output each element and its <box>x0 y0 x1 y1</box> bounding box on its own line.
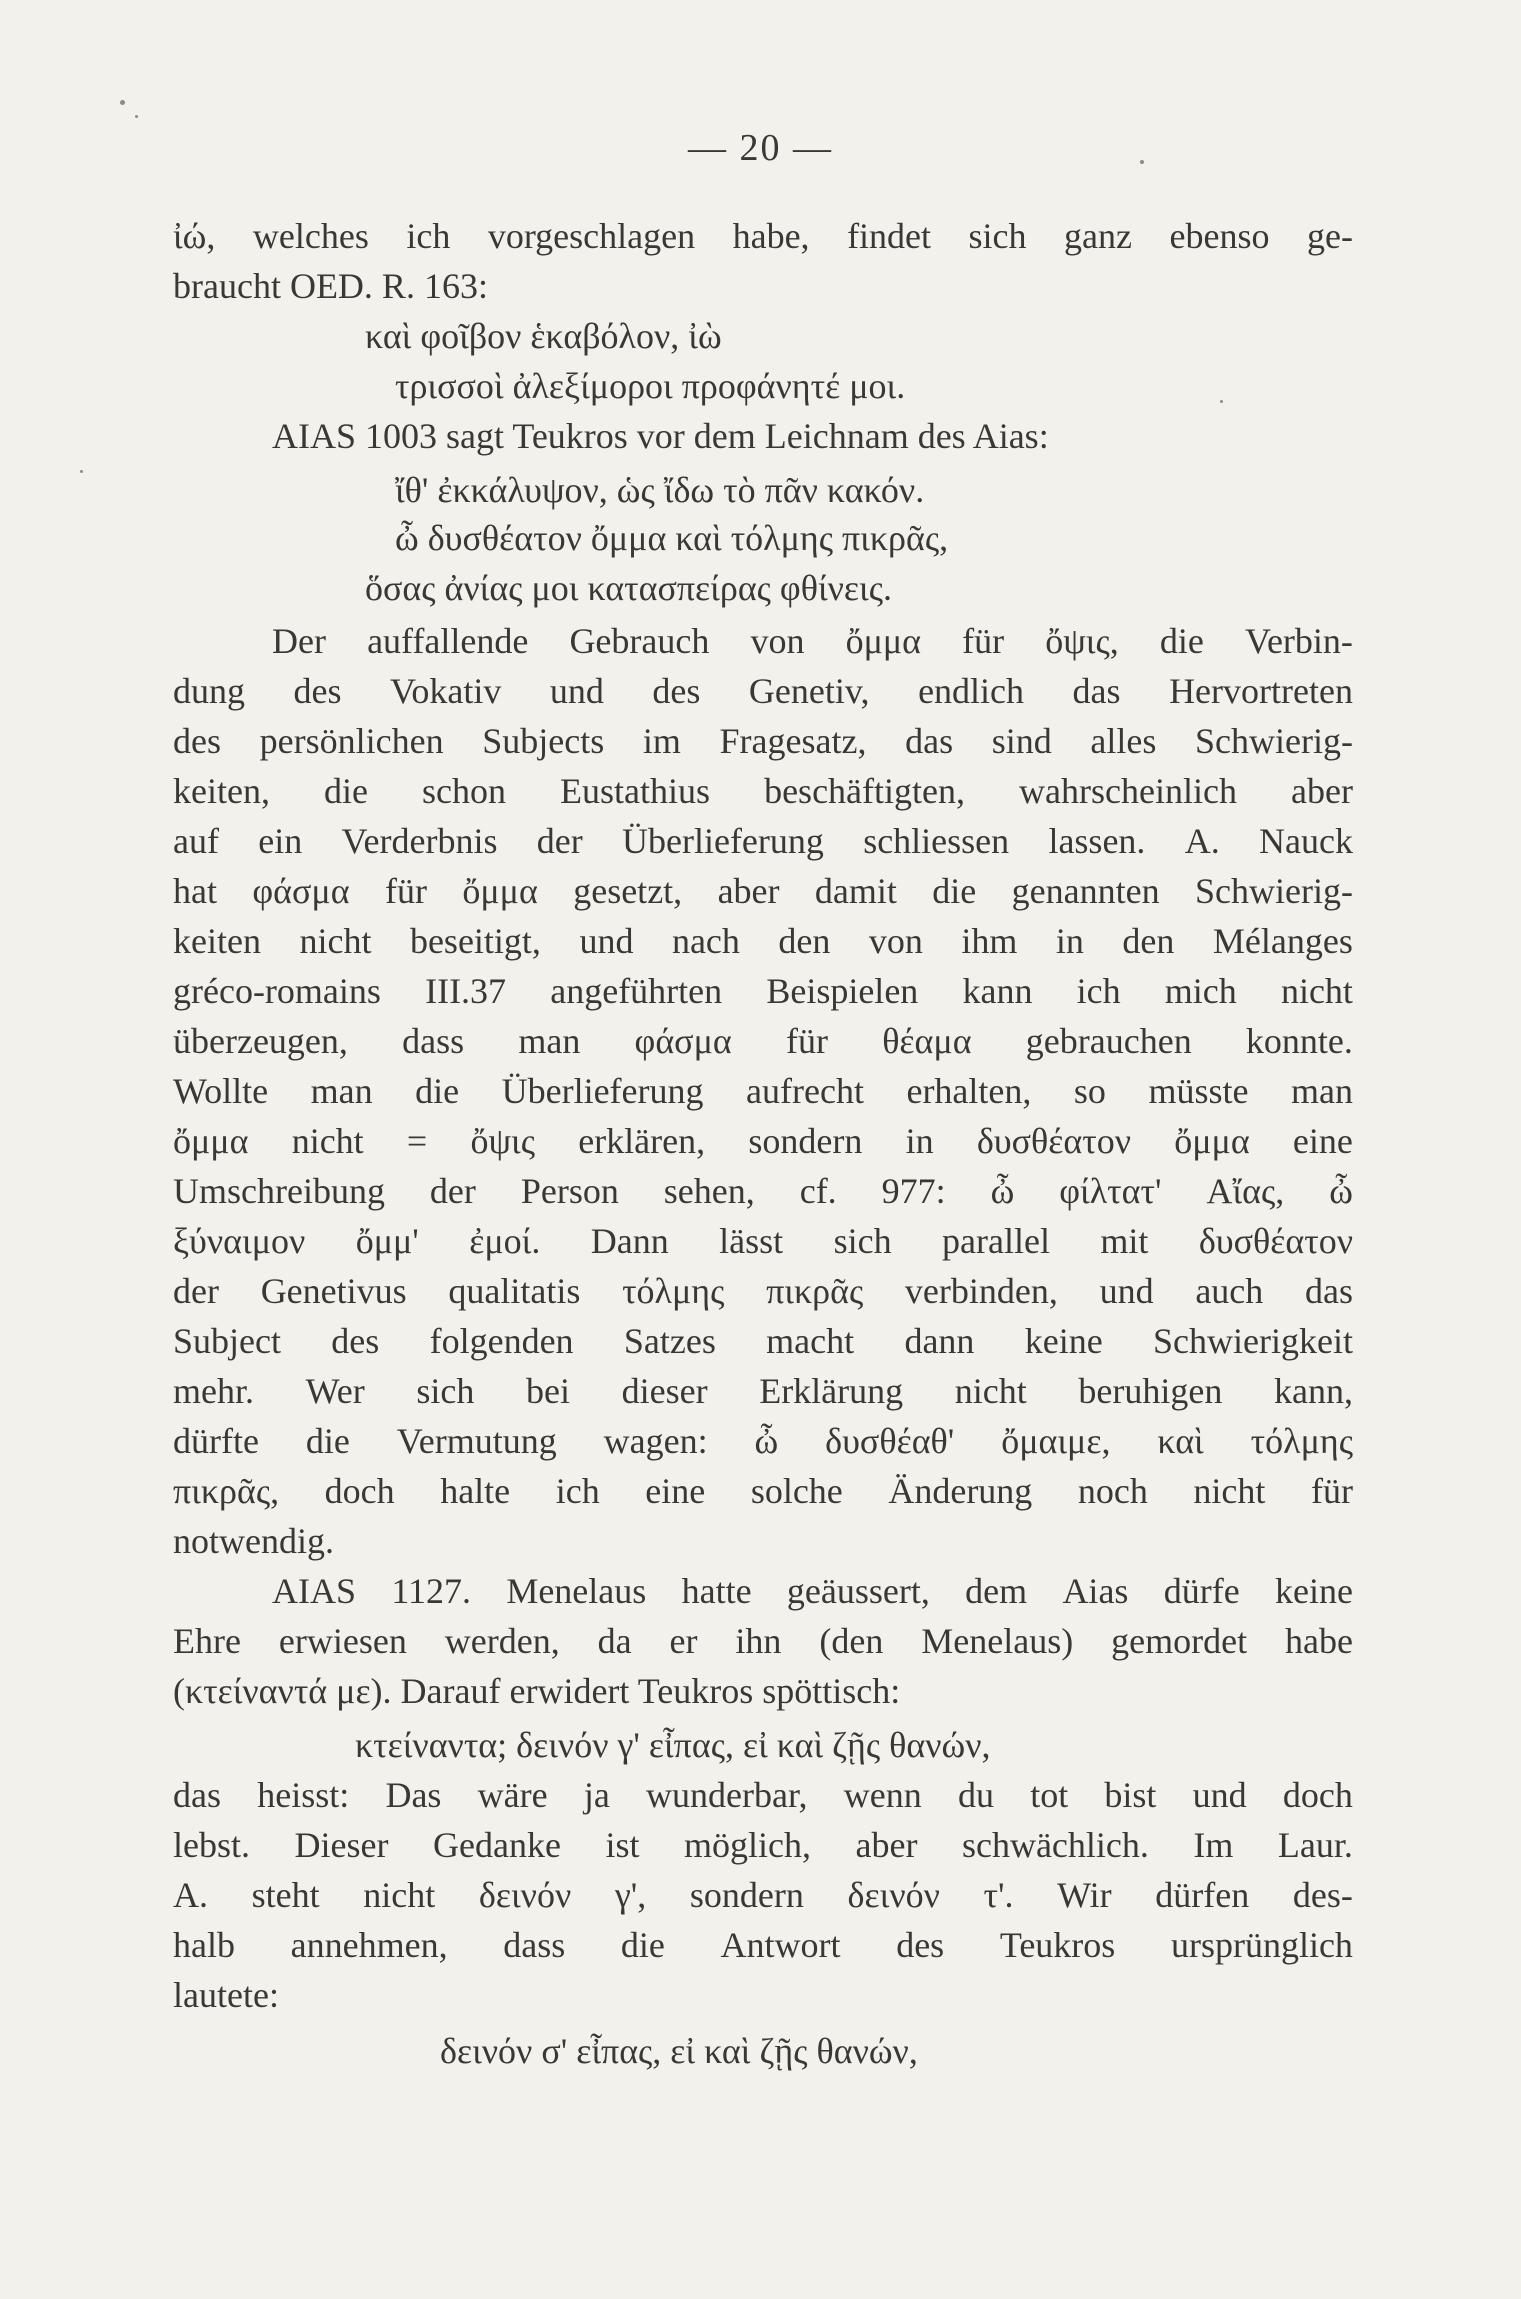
text-line: Der auffallende Gebrauch von ὄμμα für ὄψις, die Verbin- <box>272 621 1353 661</box>
text-line: überzeugen, dass man φάσμα für θέαμα gebrauchen konnte. <box>173 1021 1353 1061</box>
text-line: hat φάσμα für ὄμμα gesetzt, aber damit die genannten Schwierig- <box>173 871 1353 911</box>
text-line: AIAS 1003 sagt Teukros vor dem Leichnam des Aias: <box>272 416 1049 456</box>
text-line: dürfte die Vermutung wagen: ὦ δυσθέαθ' ὄμαιμε, καὶ τόλμης <box>173 1421 1353 1461</box>
text-line: braucht OED. R. 163: <box>173 266 488 306</box>
text-line: keiten nicht beseitigt, und nach den von ihm in den Mélanges <box>173 921 1353 961</box>
text-line: das heisst: Das wäre ja wunderbar, wenn du tot bist und doch <box>173 1775 1353 1815</box>
text-line: auf ein Verderbnis der Überlieferung schliessen lassen. A. Nauck <box>173 821 1353 861</box>
text-line: notwendig. <box>173 1521 334 1561</box>
text-line: AIAS 1127. Menelaus hatte geäussert, dem Aias dürfe keine <box>272 1571 1353 1611</box>
text-line: mehr. Wer sich bei dieser Erklärung nicht beruhigen kann, <box>173 1371 1353 1411</box>
text-line: Subject des folgenden Satzes macht dann keine Schwierigkeit <box>173 1321 1353 1361</box>
verse-line: ὦ δυσθέατον ὄμμα καὶ τόλμης πικρᾶς, <box>395 518 949 558</box>
text-line: des persönlichen Subjects im Fragesatz, das sind alles Schwierig- <box>173 721 1353 761</box>
text-line: ξύναιμον ὄμμ' ἐμοί. Dann lässt sich parallel mit δυσθέατον <box>173 1221 1353 1261</box>
text-line: gréco-romains III.37 angeführten Beispielen kann ich mich nicht <box>173 971 1353 1011</box>
verse-line: καὶ φοῖβον ἑκαβόλον, ἰὼ <box>365 316 722 356</box>
text-line: lebst. Dieser Gedanke ist möglich, aber schwächlich. Im Laur. <box>173 1825 1353 1865</box>
text-line: halb annehmen, dass die Antwort des Teukros ursprünglich <box>173 1925 1353 1965</box>
text-line: Wollte man die Überlieferung aufrecht erhalten, so müsste man <box>173 1071 1353 1111</box>
verse-line: ὅσας ἀνίας μοι κατασπείρας φθίνεις. <box>365 568 892 608</box>
scan-speck <box>1140 160 1144 164</box>
text-line: A. steht nicht δεινόν γ', sondern δεινόν τ'. Wir dürfen des- <box>173 1875 1353 1915</box>
text-line: Umschreibung der Person sehen, cf. 977: ὦ φίλτατ' Αἴας, ὦ <box>173 1171 1353 1211</box>
verse-line: τρισσοὶ ἀλεξίμοροι προφάνητέ μοι. <box>395 366 906 406</box>
text-line: lautete: <box>173 1975 279 2015</box>
text-line: ὄμμα nicht = ὄψις erklären, sondern in δυσθέατον ὄμμα eine <box>173 1121 1353 1161</box>
text-line: Ehre erwiesen werden, da er ihn (den Menelaus) gemordet habe <box>173 1621 1353 1661</box>
text-line: (κτείναντά με). Darauf erwidert Teukros spöttisch: <box>173 1671 901 1711</box>
scan-speck <box>120 100 125 105</box>
scan-speck <box>1220 400 1223 403</box>
verse-line: δεινόν σ' εἶπας, εἰ καὶ ζῇς θανών, <box>440 2031 918 2071</box>
scan-speck <box>80 470 83 473</box>
text-line: πικρᾶς, doch halte ich eine solche Änderung noch nicht für <box>173 1471 1353 1511</box>
page-number: — 20 — <box>688 127 833 169</box>
verse-line: ἴθ' ἐκκάλυψον, ὡς ἴδω τὸ πᾶν κακόν. <box>395 470 925 510</box>
scan-speck <box>135 115 138 118</box>
text-line: dung des Vokativ und des Genetiv, endlich das Hervortreten <box>173 671 1353 711</box>
text-line: der Genetivus qualitatis τόλμης πικρᾶς verbinden, und auch das <box>173 1271 1353 1311</box>
verse-line: κτείναντα; δεινόν γ' εἶπας, εἰ καὶ ζῇς θανών, <box>355 1725 991 1765</box>
text-line: keiten, die schon Eustathius beschäftigten, wahrscheinlich aber <box>173 771 1353 811</box>
text-line: ἰώ, welches ich vorgeschlagen habe, findet sich ganz ebenso ge- <box>173 216 1353 256</box>
